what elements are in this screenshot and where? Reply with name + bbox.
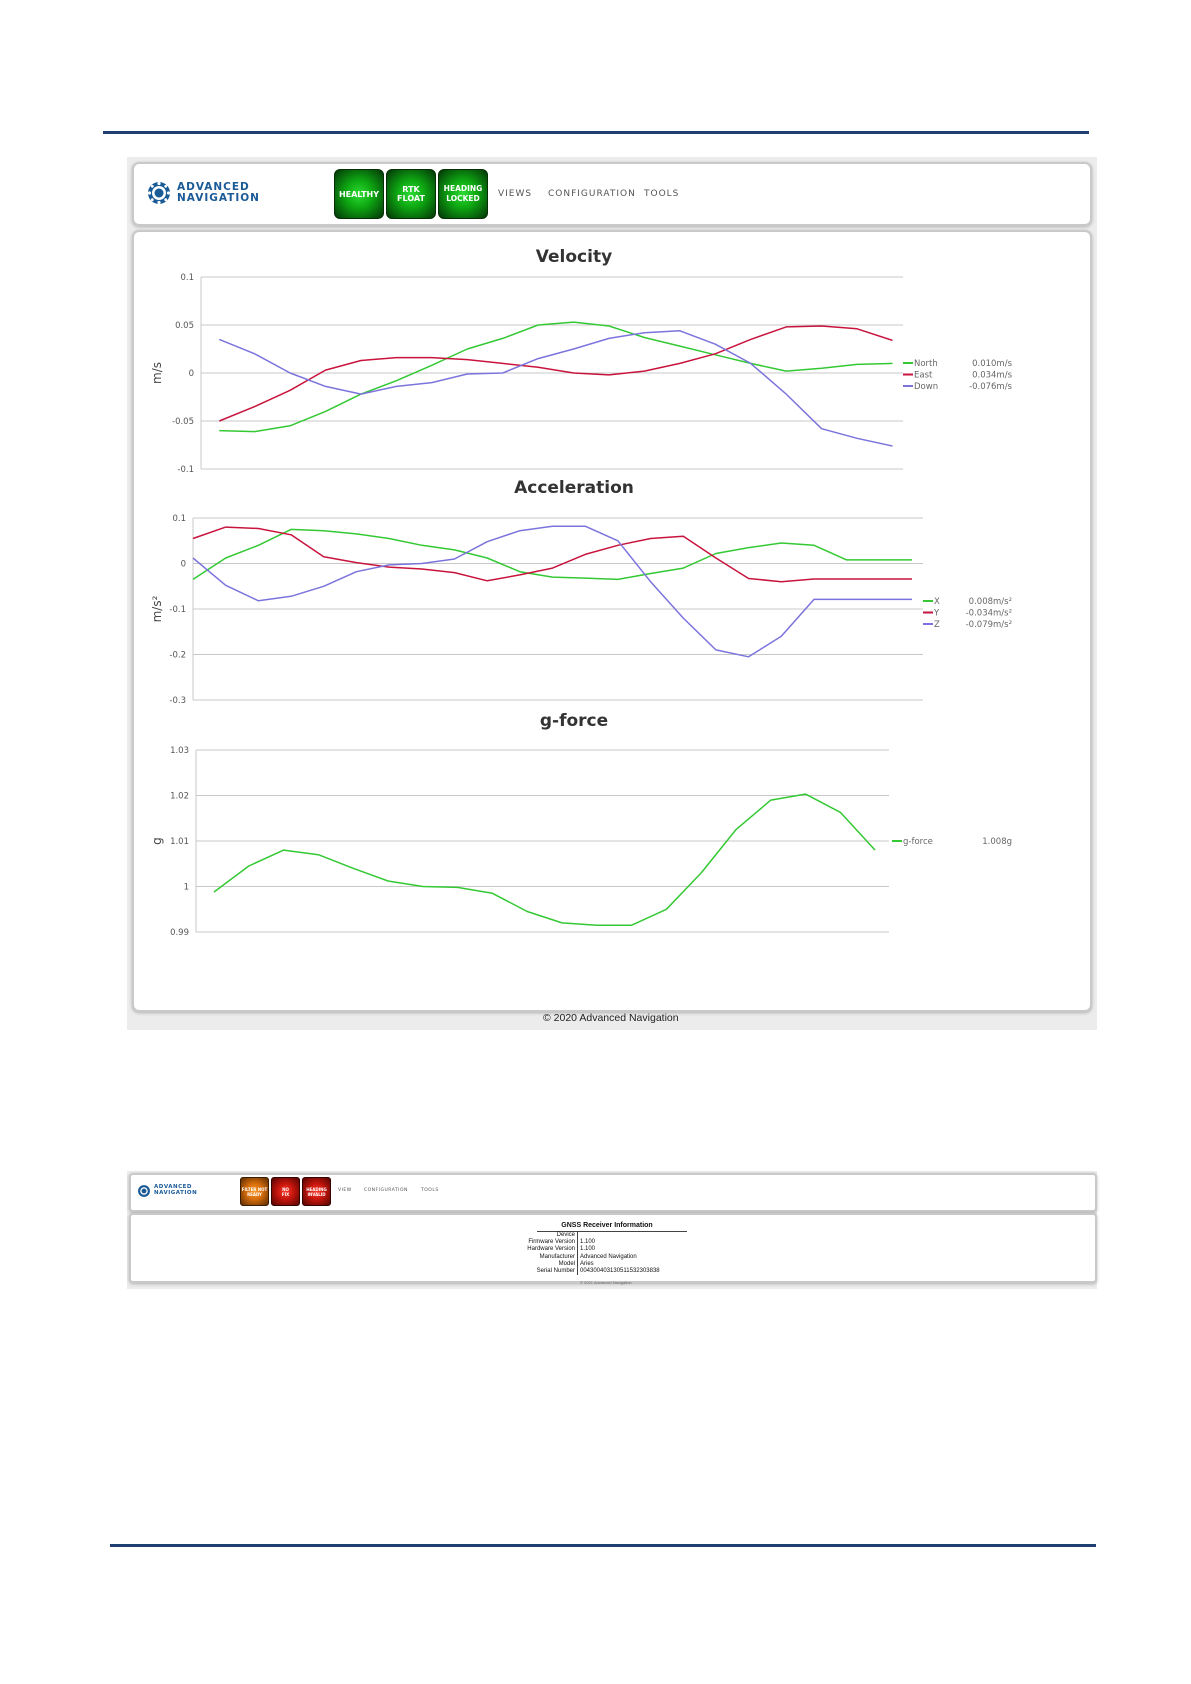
y-tick-label: 0.05 [175, 321, 194, 331]
y-tick-label: -0.1 [169, 605, 186, 615]
status-filter-not-ready-button[interactable]: FILTER NOT READY [240, 1177, 269, 1206]
series-line-g-force [214, 794, 875, 925]
y-tick-label: -0.05 [172, 417, 194, 427]
info-key: Firmware Version [515, 1239, 578, 1246]
table-row [515, 1239, 677, 1246]
legend-label: g-force [903, 837, 933, 847]
logo-2-line2: NAVIGATION [154, 1190, 198, 1196]
series-line-x [193, 529, 912, 579]
legend-readout: -0.076m/s [969, 382, 1012, 392]
table-row [515, 1254, 677, 1261]
y-tick-label: 0.1 [172, 514, 186, 524]
legend-label: Z [934, 620, 940, 630]
header-bar [132, 162, 1092, 226]
nav-tools[interactable]: TOOLS [644, 189, 680, 199]
charts-svg [134, 232, 1090, 1010]
info-key: Manufacturer [515, 1254, 578, 1261]
legend-readout: 0.010m/s [972, 359, 1012, 369]
status-healthy-button[interactable]: HEALTHY [334, 169, 384, 219]
table-row [515, 1268, 677, 1275]
status-heading-locked-button[interactable]: HEADING LOCKED [438, 169, 488, 219]
nav-views[interactable]: VIEWS [498, 189, 533, 199]
chart-title: Acceleration [514, 478, 634, 498]
y-tick-label: 0 [188, 369, 194, 379]
series-line-north [219, 322, 892, 432]
info-key: Serial Number [515, 1268, 578, 1275]
footer-copyright-2: © 2021 Advanced Navigation [580, 1280, 632, 1285]
y-tick-label: 1 [183, 882, 189, 893]
table-row [515, 1232, 677, 1239]
nav-configuration-2[interactable]: CONFIGURATION [364, 1188, 408, 1193]
table-row [515, 1261, 677, 1268]
legend-label: North [914, 359, 938, 369]
legend-label: X [934, 597, 940, 607]
page-top-rule [103, 131, 1089, 134]
info-value: Aries [580, 1260, 594, 1267]
status-heading-invalid-button[interactable]: HEADING INVALID [302, 1177, 331, 1206]
status-rtk-float-button[interactable]: RTK FLOAT [386, 169, 436, 219]
y-tick-label: -0.2 [169, 650, 186, 661]
series-line-y [193, 527, 912, 582]
logo-line1: ADVANCED [177, 180, 250, 193]
table-header-device: Device [515, 1232, 578, 1239]
y-tick-label: 1.03 [170, 746, 189, 756]
y-tick-label: -0.3 [169, 696, 186, 706]
gnss-info-table [515, 1232, 677, 1275]
page-bottom-rule [110, 1544, 1096, 1547]
charts-panel [132, 230, 1092, 1012]
header-bar-2 [129, 1173, 1097, 1212]
info-value: 004300403130511532303838 [580, 1268, 660, 1275]
screenshot-web-ui-charts [127, 157, 1097, 1030]
y-axis-label: m/s [150, 362, 164, 384]
y-tick-label: 1.01 [170, 837, 189, 847]
legend-label: East [914, 370, 933, 381]
y-tick-label: 0.99 [170, 928, 189, 938]
advanced-navigation-logo-icon [146, 180, 172, 206]
legend-readout: -0.079m/s² [965, 620, 1012, 630]
status-no-fix-button[interactable]: NO FIX [271, 1177, 300, 1206]
series-line-z [193, 526, 912, 657]
chart-title: Velocity [535, 247, 613, 267]
y-axis-label: g [150, 837, 164, 845]
info-key: Hardware Version [515, 1246, 578, 1253]
logo-2[interactable] [137, 1184, 197, 1198]
y-tick-label: 1.02 [170, 791, 189, 802]
legend-readout: 0.034m/s [972, 370, 1012, 381]
legend-readout: 1.008g [982, 837, 1012, 847]
nav-view[interactable]: VIEW [338, 1188, 352, 1193]
legend-readout: -0.034m/s² [965, 608, 1012, 619]
logo-line2: NAVIGATION [177, 192, 260, 204]
gnss-info-panel [129, 1213, 1097, 1283]
y-tick-label: 0 [180, 559, 186, 570]
info-key: Model [515, 1261, 578, 1268]
table-row [515, 1246, 677, 1253]
chart-title: g-force [539, 711, 609, 731]
legend-readout: 0.008m/s² [968, 597, 1012, 607]
info-value: 1.100 [580, 1246, 596, 1253]
logo-2-line1: ADVANCED [154, 1184, 192, 1191]
series-line-down [219, 331, 892, 446]
info-value: 1.100 [580, 1239, 596, 1246]
screenshot-web-ui-gnss-info [127, 1171, 1097, 1289]
nav-tools-2[interactable]: TOOLS [421, 1188, 439, 1193]
info-value: Advanced Navigation [580, 1253, 637, 1260]
footer-copyright: © 2020 Advanced Navigation [543, 1012, 679, 1024]
y-tick-label: 0.1 [180, 273, 194, 283]
gnss-info-title: GNSS Receiver Information [561, 1222, 653, 1229]
logo[interactable] [146, 180, 260, 206]
y-tick-label: -0.1 [177, 465, 194, 475]
nav-configuration[interactable]: CONFIGURATION [548, 189, 636, 199]
legend-label: Down [914, 382, 939, 392]
legend-label: Y [934, 608, 940, 619]
y-axis-label: m/s² [150, 595, 164, 623]
advanced-navigation-logo-icon [137, 1184, 151, 1198]
